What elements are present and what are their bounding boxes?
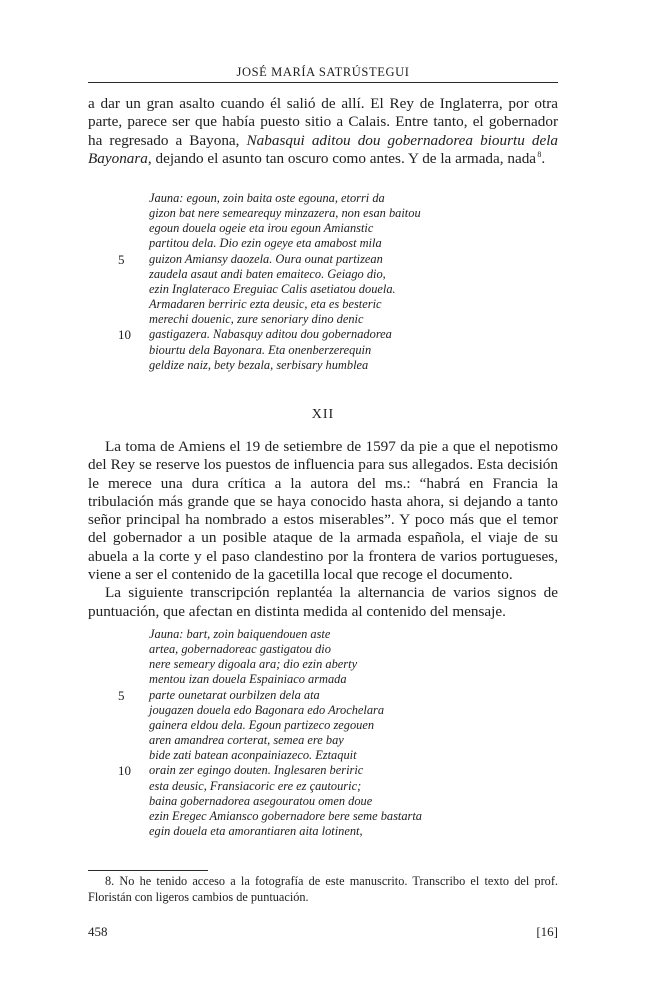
verse-line: [88, 267, 558, 282]
verse-line: [88, 672, 558, 687]
verse-text: Armadaren berriric ezta deusic, eta es besteric: [149, 297, 382, 312]
verse-text: biourtu dela Bayonara. Eta onenberzerequin: [149, 342, 372, 357]
basque-transcription-1: [88, 191, 558, 373]
verse-line: [88, 282, 558, 297]
body-paragraph-1: La toma de Amiens el 19 de setiembre de 1597 da pie a que el nepotismo del Rey se reserve los puestos de influencia para sus allegados. Esta decisión le merece una dura crítica a la autora del ms.: “habrá en Francia la tribulación más grande que se haya conocido hasta ahora, si dejando a tanto señor principal ha nombrado a estos miserables”. Y poco más que el temor del gobernador a un posible ataque de la armada española, el viaje de su abuela a la corte y el paso clandestino por la frontera de varios portugueses, viene a ser el contenido de la gacetilla local que recoge el documento.: [88, 438, 558, 584]
header-rule: [88, 82, 558, 83]
verse-line: [88, 252, 558, 267]
verse-text: parte ounetarat ourbilzen dela ata: [149, 687, 320, 702]
verse-text: aren amandrea corterat, semea ere bay: [149, 733, 344, 748]
verse-line: [88, 297, 558, 312]
verse-line: [88, 221, 558, 236]
line-number: 5: [118, 251, 125, 267]
verse-text: ezin Eregec Amiansco gobernadore bere seme bastarta: [149, 808, 422, 823]
verse-line: [88, 358, 558, 373]
line-number: 5: [118, 687, 125, 703]
body-paragraph-2: La siguiente transcripción replantéa la alternancia de varios signos de puntuación, que afectan en distinta medida al contenido del mensaje.: [88, 584, 558, 620]
running-head: JOSÉ MARÍA SATRÚSTEGUI: [236, 65, 410, 79]
verse-line: [88, 779, 558, 794]
verse-text: partitou dela. Dio ezin ogeye eta amabost mila: [149, 236, 382, 251]
verse-line: [88, 327, 558, 342]
verse-line: [88, 718, 558, 733]
verse-line: [88, 824, 558, 839]
verse-text: gainera eldou dela. Egoun partizeco zegouen: [149, 717, 375, 732]
verse-text: egoun douela ogeie eta irou egoun Amianstic: [149, 221, 374, 236]
basque-transcription-2: [88, 627, 558, 839]
verse-line: [88, 627, 558, 642]
verse-text: gizon bat nere semearequy minzazera, non esan baitou: [149, 206, 421, 221]
verse-text: esta deusic, Fransiacoric ere ez çautouric;: [149, 778, 362, 793]
verse-text: guizon Amiansy daozela. Oura ounat partizean: [149, 251, 383, 266]
intro-italic-quote: Nabasqui aditou dou gobernadorea biourtu dela Bayonara: [88, 131, 559, 167]
verse-line: [88, 343, 558, 358]
verse-text: ezin Inglateraco Ereguiac Calis asetiatou douela.: [149, 281, 396, 296]
verse-line: [88, 688, 558, 703]
intro-text-2: , dejando el asunto tan oscuro como antes. Y de la armada, nada: [147, 149, 537, 167]
footnote-reference[interactable]: 8: [537, 149, 542, 159]
verse-text: merechi douenic, zure senoriary dino denic: [149, 312, 364, 327]
verse-line: [88, 206, 558, 221]
verse-line: [88, 703, 558, 718]
verse-line: [88, 657, 558, 672]
verse-text: bide zati batean aconpainiazeco. Eztaquit: [149, 748, 357, 763]
footnote-rule: [88, 870, 208, 871]
page-number: 458: [88, 924, 108, 939]
verse-text: Jauna: bart, zoin baiquendouen aste: [149, 627, 331, 641]
line-number: 10: [118, 763, 131, 779]
verse-text: egin douela eta amorantiaren aita lotinent,: [149, 824, 363, 839]
verse-line: [88, 794, 558, 809]
verse-line: [88, 312, 558, 327]
intro-text-1: a dar un gran asalto cuando él salió de allí. El Rey de Inglaterra, por otra parte, parece ser que había puesto sitio a Calais. Entre tanto, el gobernador ha regresado a Bayona,: [88, 95, 558, 149]
verse-line: [88, 733, 558, 748]
verse-line: [88, 191, 558, 206]
verse-text: mentou izan douela Espainiaco armada: [149, 672, 347, 687]
verse-text: nere semeary digoala ara; dio ezin aberty: [149, 657, 358, 672]
verse-text: artea, gobernadoreac gastigatou dio: [149, 642, 331, 657]
footnote-8: 8. No he tenido acceso a la fotografía de este manuscrito. Transcribo el texto del prof. Floristán con ligeros cambios de puntuación.: [88, 874, 558, 904]
verse-text: orain zer egingo douten. Inglesaren beriric: [149, 763, 364, 778]
verse-text: jougazen douela edo Bagonara edo Arochelara: [149, 702, 385, 717]
verse-line: [88, 763, 558, 778]
verse-line: [88, 809, 558, 824]
intro-paragraph: [88, 95, 558, 168]
body-text: [88, 438, 558, 621]
verse-line: [88, 642, 558, 657]
verse-text: Jauna: egoun, zoin baita oste egouna, etorri da: [149, 191, 385, 205]
verse-line: [88, 236, 558, 251]
verse-text: baina gobernadorea asegouratou omen doue: [149, 793, 373, 808]
section-heading: XII: [311, 407, 335, 422]
page-sequence: [16]: [536, 924, 558, 939]
verse-text: zaudela asaut andi baten emaiteco. Geiago dio,: [149, 266, 386, 281]
line-number: 10: [118, 327, 131, 343]
verse-line: [88, 748, 558, 763]
intro-text-3: .: [541, 149, 546, 167]
verse-text: gastigazera. Nabasquy aditou dou gobernadorea: [149, 327, 392, 342]
verse-text: geldize naiz, bety bezala, serbisary humblea: [149, 357, 369, 372]
